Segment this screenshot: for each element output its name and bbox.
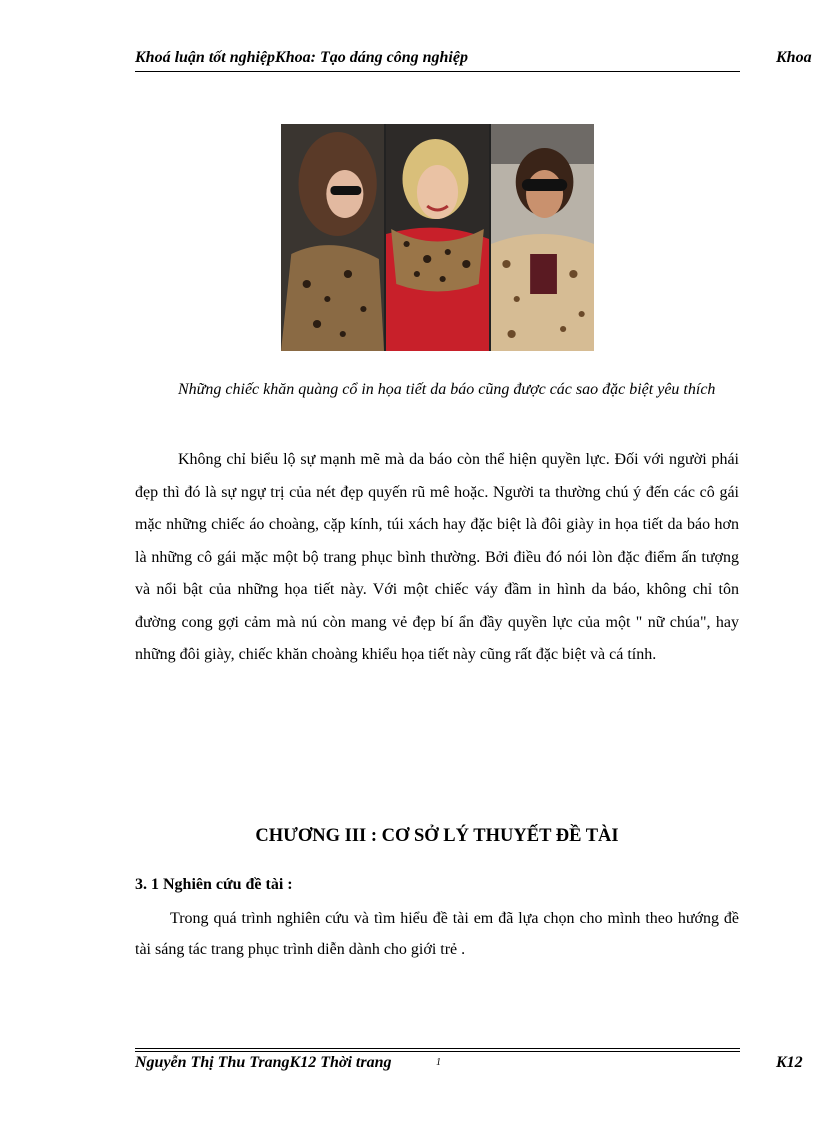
footer-rule [135, 1048, 740, 1049]
page-number: 1 [436, 1057, 441, 1068]
photo-panel-2 [386, 124, 489, 351]
footer-right: K12 [776, 1054, 803, 1071]
page-header-right: Khoa [776, 49, 812, 66]
chapter-heading: CHƯƠNG III : CƠ SỞ LÝ THUYẾT ĐỀ TÀI [255, 826, 619, 846]
section-heading: 3. 1 Nghiên cứu đề tài : [135, 876, 293, 893]
leopard-scarf-photo [281, 124, 594, 351]
body-paragraph-1: Không chỉ biểu lộ sự mạnh mẽ mà da báo còn thể hiện quyền lực. Đối với người phái đẹp thì đó là sự ngự trị của nét đẹp quyến rũ mê hoặc. Người ta thường chú ý đến các cô gái mặc những chiếc áo choàng, cặp kính, túi xách hay đặc biệt là đôi giày in họa tiết da báo hơn là những cô gái mặc một bộ trang phục bình thường. Bởi điều đó nói lòn đặc điểm ấn tượng và nổi bật của những họa tiết này. Với một chiếc váy đầm in hình da báo, không chỉ tôn đường cong gợi cảm mà nú còn mang vẻ đẹp bí ẩn đầy quyền lực của một " nữ chúa", hay những đôi giày, chiếc khăn choàng khiểu họa tiết này cũng rất đặc biệt và cá tính. [135, 451, 739, 663]
footer-author: Nguyễn Thị Thu TrangK12 Thời trang [135, 1054, 392, 1071]
footer-rule-double [135, 1051, 740, 1052]
figure-caption: Những chiếc khăn quàng cổ in họa tiết da báo cũng được các sao đặc biệt yêu thích [178, 381, 716, 398]
photo-panel-1 [281, 124, 384, 351]
photo-panel-3 [491, 124, 594, 351]
page-header-title: Khoá luận tốt nghiệpKhoa: Tạo dáng công nghiệp [135, 49, 740, 72]
body-paragraph-2: Trong quá trình nghiên cứu và tìm hiểu đề tài em đã lựa chọn cho mình theo hướng đề tài sáng tác trang phục trình diễn dành cho giới trẻ . [135, 910, 739, 958]
